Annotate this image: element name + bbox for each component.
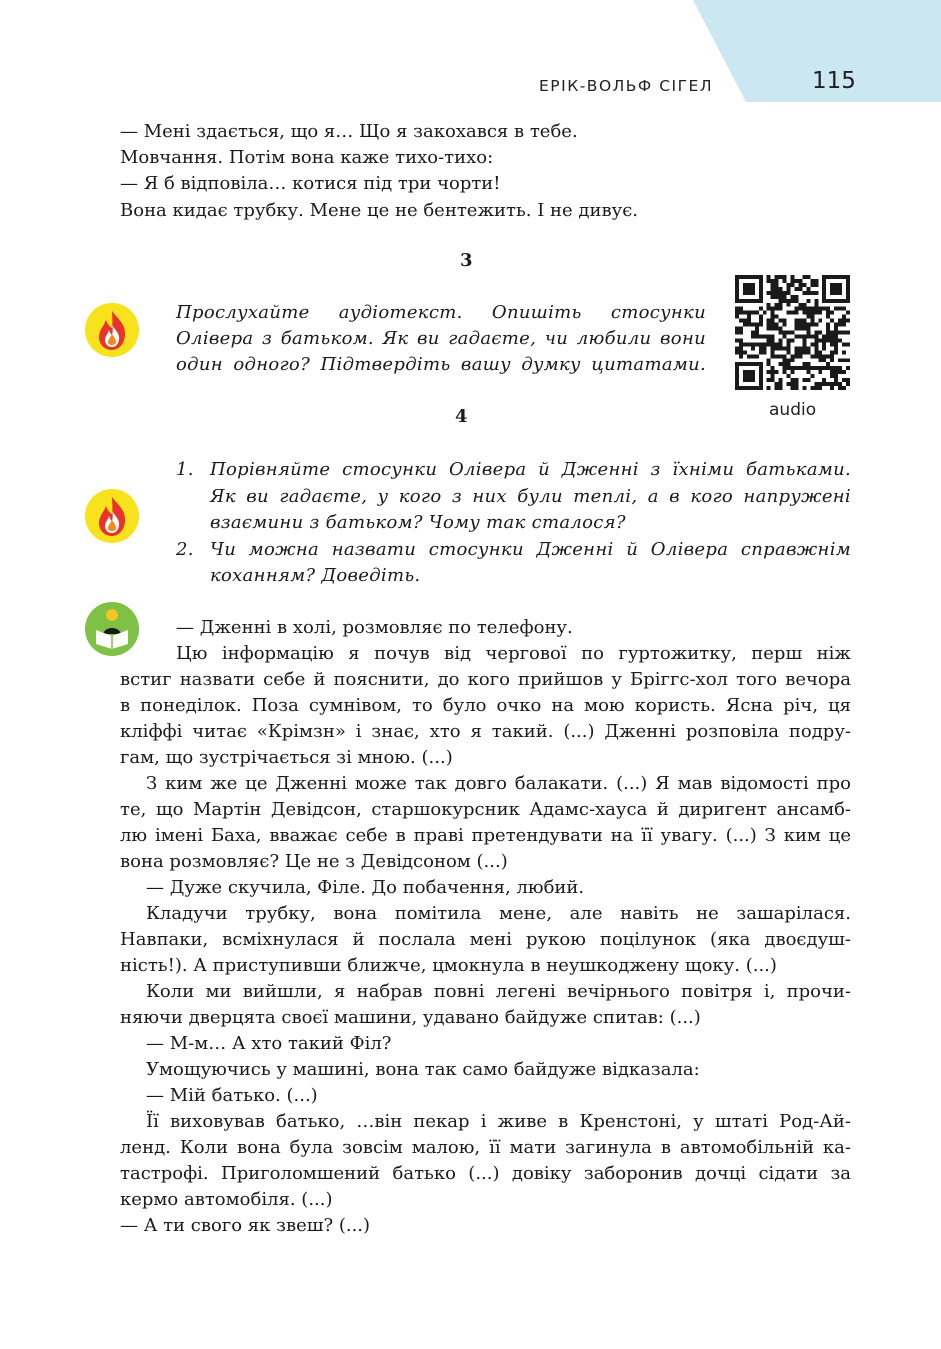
text-line: Мовчання. Потім вона каже тихо-тихо: xyxy=(120,147,494,168)
task-line: Порівняйте стосунки Олівера й Дженні з їхніми батьками. xyxy=(210,459,851,480)
text-line: вона розмовляє? Це не з Девідсоном (...) xyxy=(120,851,508,872)
running-header-author: ЕРІК-ВОЛЬФ СІГЕЛ xyxy=(539,77,713,95)
text-line: Її виховував батько, …він пекар і живе в Кренстоні, у штаті Род-Ай- xyxy=(146,1111,851,1132)
text-line: — Мені здається, що я… Що я закохався в тебе. xyxy=(120,121,578,142)
text-line: З ким же це Дженні може так довго балакати. (...) Я мав відомості про xyxy=(146,773,851,794)
text-line: встиг назвати себе й пояснити, до кого прийшов у Бріггс-хол того вечора xyxy=(120,669,851,690)
text-line: тастрофі. Приголомшений батько (...) довіку заборонив дочці сідати за xyxy=(120,1163,851,1184)
task-item-number: 1. xyxy=(176,459,194,480)
task-line: Олівера з батьком. Як ви гадаєте, чи любили вони xyxy=(176,328,706,349)
qr-code-icon[interactable] xyxy=(735,275,850,390)
header-corner-decoration xyxy=(0,0,941,102)
fire-icon xyxy=(85,489,139,543)
task-line: Як ви гадаєте, у кого з них були теплі, а в кого напружені xyxy=(210,486,851,507)
text-line: — Дуже скучила, Філе. До побачення, любий. xyxy=(146,877,585,898)
text-line: Коли ми вийшли, я набрав повні легені вечірнього повітря і, прочи- xyxy=(146,981,851,1002)
task-line: взаємини з батьком? Чому так сталося? xyxy=(210,512,626,533)
section-number-4: 4 xyxy=(455,406,468,427)
fire-icon xyxy=(85,303,139,357)
task-item-number: 2. xyxy=(176,539,194,560)
text-line: Навпаки, всміхнулася й послала мені рукою поцілунок (яка двоєдуш- xyxy=(120,929,851,950)
text-line: ність!). А приступивши ближче, цмокнула в неушкоджену щоку. (...) xyxy=(120,955,777,976)
task-line: Чи можна назвати стосунки Дженні й Олівера справжнім xyxy=(210,539,851,560)
text-line: Кладучи трубку, вона помітила мене, але навіть не зашарілася. xyxy=(146,903,851,924)
reading-icon xyxy=(85,602,139,656)
text-line: — А ти свого як звеш? (...) xyxy=(120,1215,371,1236)
text-line: — М-м… А хто такий Філ? xyxy=(146,1033,392,1054)
text-line: гам, що зустрічається зі мною. (...) xyxy=(120,747,453,768)
task-line: один одного? Підтвердіть вашу думку цитатами. xyxy=(176,354,706,375)
text-line: Умощуючись у машині, вона так само байдуже відказала: xyxy=(146,1059,700,1080)
text-line: няючи дверцята своєї машини, удавано байдуже спитав: (...) xyxy=(120,1007,701,1028)
page-number: 115 xyxy=(812,68,856,94)
text-line: те, що Мартін Девідсон, старшокурсник Адамс-хауса й диригент ансамб- xyxy=(120,799,851,820)
text-line: ленд. Коли вона була зовсім малою, її мати загинула в автомобільній ка- xyxy=(120,1137,851,1158)
section-number-3: 3 xyxy=(460,250,473,271)
text-line: Цю інформацію я почув від чергової по гуртожитку, перш ніж xyxy=(176,643,851,664)
text-line: — Дженні в холі, розмовляє по телефону. xyxy=(176,617,573,638)
text-line: кермо автомобіля. (...) xyxy=(120,1189,333,1210)
task-line: коханням? Доведіть. xyxy=(210,565,421,586)
qr-label: audio xyxy=(769,400,817,420)
text-line: лю імені Баха, вважає себе в праві претендувати на її увагу. (...) З ким це xyxy=(120,825,851,846)
text-line: в понеділок. Поза сумнівом, то було очко на мою користь. Ясна річ, ця xyxy=(120,695,851,716)
text-line: кліффі читає «Крімзн» і знає, хто я такий. (...) Дженні розповіла подру- xyxy=(120,721,851,742)
text-line: Вона кидає трубку. Мене це не бентежить. І не дивує. xyxy=(120,200,639,221)
text-line: — Мій батько. (...) xyxy=(146,1085,318,1106)
text-line: — Я б відповіла… котися під три чорти! xyxy=(120,173,501,194)
task-line: Прослухайте аудіотекст. Опишіть стосунки xyxy=(176,302,706,323)
